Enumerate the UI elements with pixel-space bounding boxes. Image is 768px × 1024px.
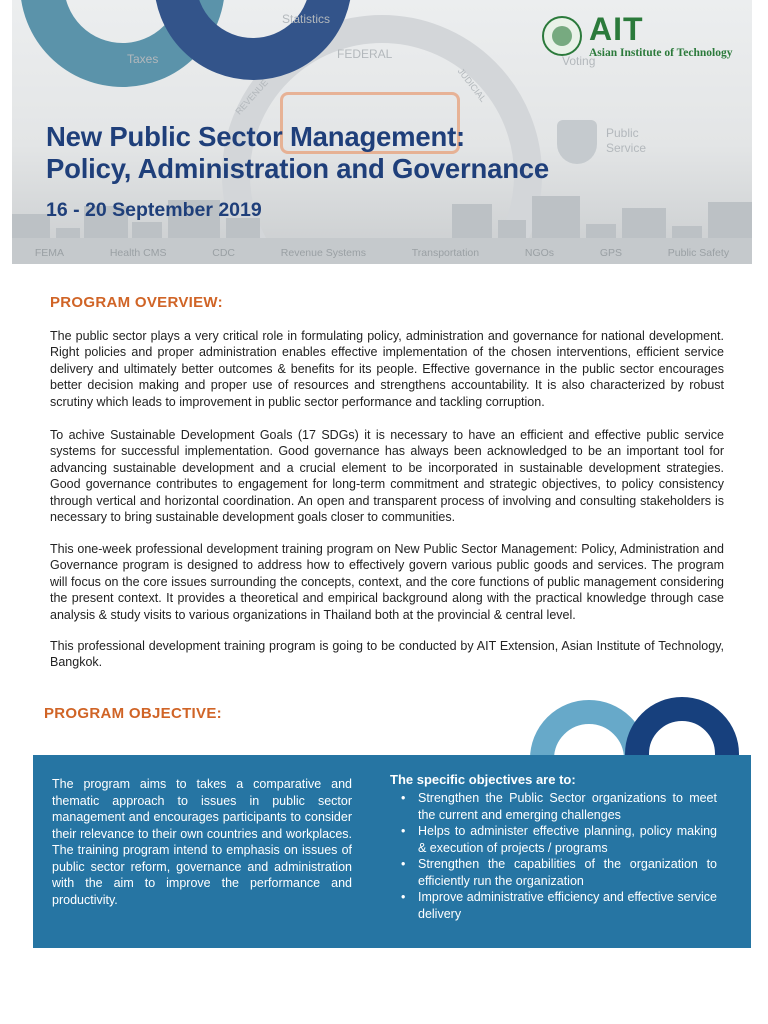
bg-word: Service [606, 141, 647, 155]
overview-paragraph: The public sector plays a very critical role in formulating policy, administration and governance for national development. Right policies and proper administration enables effective implementation of the chosen interventions, efficient service delivery and ultimately better outcomes & benefits for its people. Effective governance in the public sector encourages better decision making and proper use of resources and strengthens accountability. It is also characterized by robust scrutiny which leads to improvement in public sector performance and tackling corruption. [50, 329, 724, 409]
ait-seal-icon [542, 16, 582, 56]
footer-label: NGOs [524, 247, 555, 259]
footer-label: Transportation [411, 247, 480, 259]
overview-paragraph: To achive Sustainable Development Goals (17 SDGs) it is necessary to have an efficient and effective public service systems for successful implementation. Good governance has always been acknowledged to be an important tool for advancing sustainable development and a crucial element to be incorporated in sustainable development strategies. Good governance contributes to engagement for long-term commitment and strategic objectives, to policy consistency through vertical and horizontal coordination. An open and transparent process of involving and consulting stakeholders is necessary to bring sustainable development goals closer to communities. [50, 428, 724, 525]
overview-paragraph: This one-week professional development training program on New Public Sector Management: Policy, Administration and Governance program is designed to address how to effectively govern various public goods and services. The program will focus on the core issues surrounding the concepts, context, and the core functions of public management considering the present context. It provides a theoretical and empirical background along with the practical knowledge through case analysis & study visits to various organizations in Thailand both at the provincial & central level. [50, 542, 724, 622]
bg-word: JUDICIAL [455, 66, 489, 104]
objective-heading: PROGRAM OBJECTIVE: [44, 705, 222, 722]
header-banner [12, 0, 752, 264]
bg-word: REVENUE [233, 77, 271, 117]
footer-label: Public Safety [667, 247, 730, 259]
shield-icon [557, 120, 597, 164]
list-item [393, 823, 717, 856]
list-item-text: Helps to administer effective planning, policy making & execution of projects / programs [418, 824, 717, 855]
specific-objectives-title: The specific objectives are to: [390, 772, 576, 787]
list-item-text: Strengthen the Public Sector organizations to meet the current and emerging challenges [418, 791, 717, 822]
bg-word: Statistics [282, 12, 331, 26]
footer-label: CDC [212, 247, 235, 259]
list-item [393, 856, 717, 889]
specific-objectives-list [393, 790, 717, 922]
ait-logo [542, 11, 752, 62]
overview-paragraph: This professional development training program is going to be conducted by AIT Extension, Asian Institute of Technology, Bangkok. [50, 639, 724, 670]
bg-word: FEDERAL [337, 47, 393, 61]
banner-footer-labels [12, 247, 752, 259]
list-item-text: Improve administrative efficiency and effective service delivery [418, 890, 717, 921]
program-date: 16 - 20 September 2019 [46, 199, 262, 221]
bg-word: Public [606, 126, 639, 140]
bg-word: Taxes [127, 52, 159, 66]
list-item [393, 790, 717, 823]
objective-description: The program aims to takes a comparative and thematic approach to issues in public sector management and encourages participants to consider their relevance to their own countries and workplaces. The training program intend to emphasis on issues of public sector reform, governance and administration with the aim to improve the performance and productivity. [52, 777, 352, 907]
page-title [46, 121, 549, 185]
overview-heading: PROGRAM OVERVIEW: [50, 294, 223, 311]
logo-subtitle: Asian Institute of Technology [589, 47, 733, 59]
footer-label: GPS [599, 247, 622, 259]
objective-panel [33, 755, 751, 948]
bullet-icon: • [401, 791, 406, 805]
bg-word: Voting [562, 54, 596, 68]
list-item [393, 889, 717, 922]
bullet-icon: • [401, 890, 406, 904]
bullet-icon: • [401, 824, 406, 838]
title-line-2: Policy, Administration and Governance [46, 153, 549, 184]
footer-label: FEMA [34, 247, 65, 259]
footer-label: Health CMS [109, 247, 167, 259]
title-line-1: New Public Sector Management: [46, 121, 466, 152]
logo-name: AIT [589, 11, 644, 47]
list-item-text: Strengthen the capabilities of the organization to efficiently run the organization [418, 857, 717, 888]
bullet-icon: • [401, 857, 406, 871]
footer-label: Revenue Systems [280, 247, 366, 259]
